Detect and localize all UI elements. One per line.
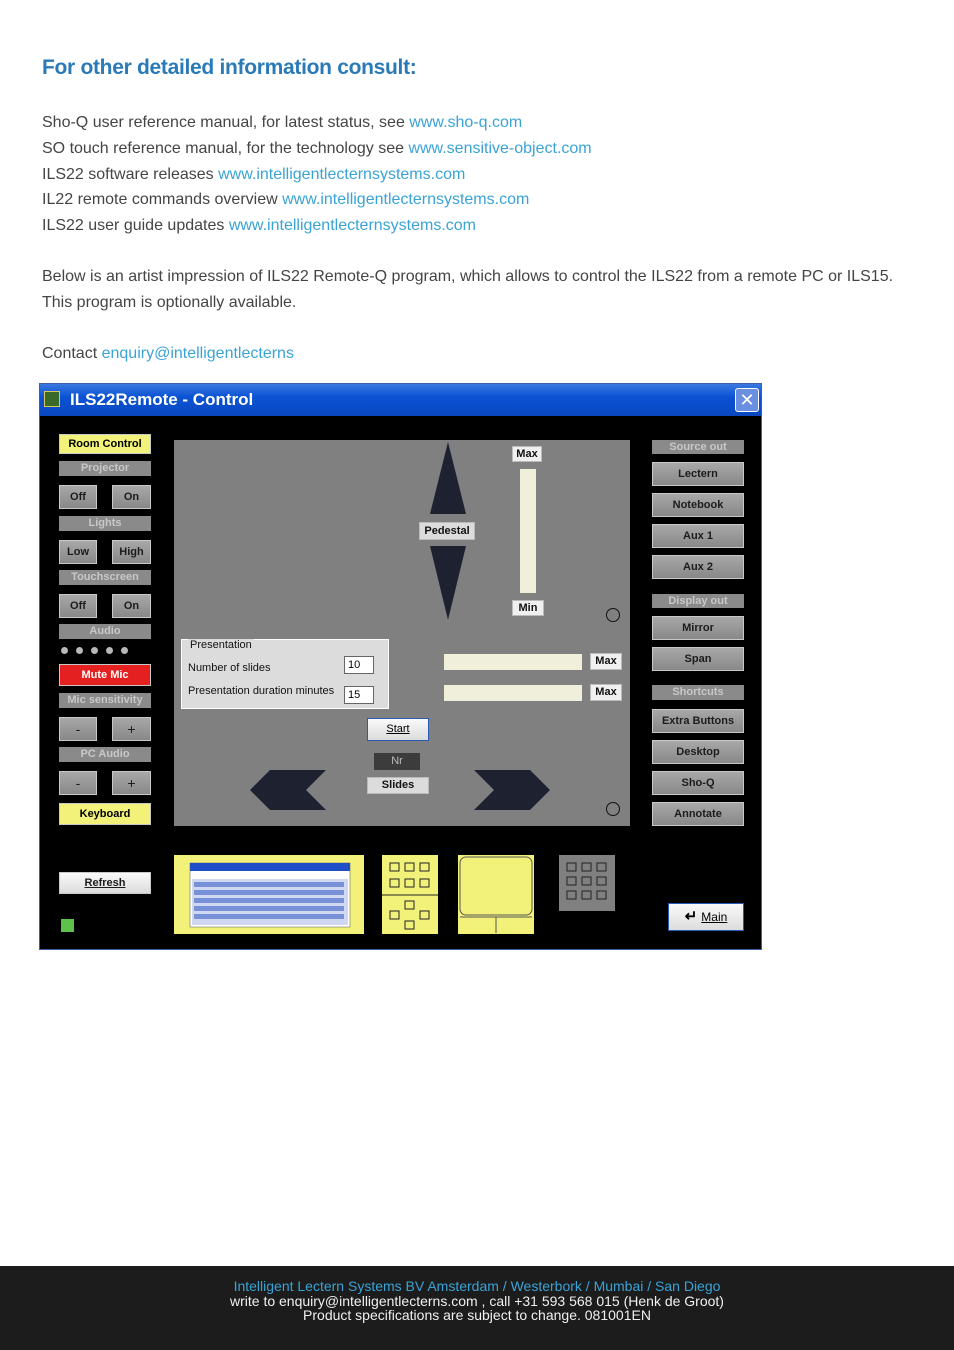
lights-low-button[interactable]: Low xyxy=(59,540,97,564)
lights-label: Lights xyxy=(59,516,151,531)
num-slides-input[interactable]: 10 xyxy=(344,656,374,674)
touchpad-thumbnail[interactable] xyxy=(458,855,534,934)
ref-line-software xyxy=(42,166,465,184)
touchscreen-label: Touchscreen xyxy=(59,570,151,585)
pedestal-slider[interactable] xyxy=(520,469,536,593)
aux2-button[interactable]: Aux 2 xyxy=(652,555,744,579)
audio-level-dot xyxy=(106,647,113,654)
contact-label: Contact xyxy=(42,345,102,362)
intro-line-2: This program is optionally available. xyxy=(42,294,297,311)
slide-number-display: Nr xyxy=(374,753,420,770)
pedestal-down-arrow-icon[interactable] xyxy=(428,546,468,622)
contact-line xyxy=(42,345,294,363)
remote-control-window xyxy=(39,383,762,950)
lectern-button[interactable]: Lectern xyxy=(652,462,744,486)
display-out-label: Display out xyxy=(652,594,744,608)
footer-company-line: Intelligent Lectern Systems BV Amsterdam / Westerbork / Mumbai / San Diego xyxy=(233,1278,721,1294)
mic-sensitivity-label: Mic sensitivity xyxy=(59,693,151,708)
pc-audio-label: PC Audio xyxy=(59,747,151,762)
link-sho-q[interactable]: www.sho-q.com xyxy=(409,114,523,131)
aux1-button[interactable]: Aux 1 xyxy=(652,524,744,548)
ref-line-shoq xyxy=(42,114,522,132)
numpad-thumbnail[interactable] xyxy=(382,855,438,934)
span-button[interactable]: Span xyxy=(652,647,744,671)
ref-text: Sho-Q user reference manual, for latest status, see xyxy=(42,114,410,131)
slider-1-max-label: Max xyxy=(590,653,622,670)
audio-level-dot xyxy=(121,647,128,654)
contact-email-link[interactable]: enquiry@intelligentlecterns xyxy=(101,345,294,362)
projector-label: Projector xyxy=(59,461,151,476)
ref-text: SO touch reference manual, for the technology see xyxy=(42,140,409,157)
sho-q-button[interactable]: Sho-Q xyxy=(652,771,744,795)
audio-label: Audio xyxy=(59,624,151,639)
audio-level-dot xyxy=(76,647,83,654)
pedestal-label: Pedestal xyxy=(419,522,475,540)
notebook-button[interactable]: Notebook xyxy=(652,493,744,517)
link-ils-guide[interactable]: www.intelligentlecternsystems.com xyxy=(228,217,477,234)
page-heading: For other detailed information consult: xyxy=(42,56,417,79)
pc-audio-minus-button[interactable]: - xyxy=(59,771,97,795)
shortcuts-label: Shortcuts xyxy=(652,685,744,700)
touchscreen-on-button[interactable]: On xyxy=(112,594,151,618)
start-button[interactable]: Start xyxy=(367,718,429,741)
extra-buttons-button[interactable]: Extra Buttons xyxy=(652,709,744,733)
close-button[interactable]: ✕ xyxy=(735,388,759,412)
control-panel xyxy=(174,440,630,826)
link-sensitive-object[interactable]: www.sensitive-object.com xyxy=(408,140,592,157)
lights-high-button[interactable]: High xyxy=(112,540,151,564)
onscreen-keyboard-thumbnail[interactable] xyxy=(174,855,364,934)
keyboard-button[interactable]: Keyboard xyxy=(59,803,151,825)
projector-on-button[interactable]: On xyxy=(112,485,151,509)
slider-2-max-label: Max xyxy=(590,684,622,701)
numeric-grid-thumbnail[interactable] xyxy=(559,855,615,911)
pc-audio-plus-button[interactable]: + xyxy=(112,771,151,795)
title-bar[interactable] xyxy=(40,384,761,416)
intro-line-1: Below is an artist impression of ILS22 Remote-Q program, which allows to control the ILS22 from a remote PC or ILS15. xyxy=(42,268,894,285)
page-footer xyxy=(0,1266,954,1350)
link-ils-remote[interactable]: www.intelligentlecternsystems.com xyxy=(282,191,530,208)
presentation-group xyxy=(181,639,389,709)
refresh-button[interactable]: Refresh xyxy=(59,872,151,894)
ref-line-remote-commands xyxy=(42,191,529,209)
grid-layout-icon xyxy=(382,855,438,934)
slides-label: Slides xyxy=(367,777,429,794)
ref-text: ILS22 user guide updates xyxy=(42,217,229,234)
pedestal-min-label: Min xyxy=(512,600,544,616)
duration-label: Presentation duration minutes xyxy=(188,685,335,697)
mirror-button[interactable]: Mirror xyxy=(652,616,744,640)
source-out-label: Source out xyxy=(652,440,744,454)
next-slide-arrow-icon[interactable] xyxy=(474,770,550,810)
footer-contact-line: write to enquiry@intelligentlecterns.com , call +31 593 568 015 (Henk de Groot) xyxy=(230,1293,724,1309)
room-control-button[interactable]: Room Control xyxy=(59,434,151,454)
keyboard-icon xyxy=(174,855,364,934)
ref-text: ILS22 software releases xyxy=(42,166,219,183)
num-slides-label: Number of slides xyxy=(188,662,271,674)
main-button-label: Main xyxy=(701,910,728,924)
touchscreen-off-button[interactable]: Off xyxy=(59,594,97,618)
mic-sensitivity-plus-button[interactable]: + xyxy=(112,717,151,741)
duration-input[interactable]: 15 xyxy=(344,686,374,704)
mic-sensitivity-minus-button[interactable]: - xyxy=(59,717,97,741)
presentation-legend: Presentation xyxy=(190,639,252,651)
pedestal-max-label: Max xyxy=(512,446,542,462)
ref-line-so-touch xyxy=(42,140,592,158)
touchpad-icon xyxy=(458,855,534,934)
footer-disclaimer-line: Product specifications are subject to change. 081001EN xyxy=(303,1307,651,1323)
status-indicator xyxy=(61,919,74,932)
ref-text: IL22 remote commands overview xyxy=(42,191,283,208)
annotate-button[interactable]: Annotate xyxy=(652,802,744,826)
ref-line-user-guide xyxy=(42,217,476,235)
slider-1[interactable] xyxy=(444,654,582,670)
mute-mic-button[interactable]: Mute Mic xyxy=(59,664,151,686)
desktop-button[interactable]: Desktop xyxy=(652,740,744,764)
audio-level-dot xyxy=(61,647,68,654)
status-circle-icon xyxy=(606,802,620,816)
link-ils-software[interactable]: www.intelligentlecternsystems.com xyxy=(218,166,466,183)
slider-2[interactable] xyxy=(444,685,582,701)
previous-slide-arrow-icon[interactable] xyxy=(250,770,326,810)
status-circle-icon xyxy=(606,608,620,622)
projector-off-button[interactable]: Off xyxy=(59,485,97,509)
app-icon xyxy=(44,391,60,407)
grid-icon xyxy=(559,855,615,911)
return-arrow-icon: ↵ xyxy=(684,908,698,925)
main-button[interactable] xyxy=(668,903,744,931)
window-title: ILS22Remote - Control xyxy=(70,390,254,409)
audio-level-dot xyxy=(91,647,98,654)
